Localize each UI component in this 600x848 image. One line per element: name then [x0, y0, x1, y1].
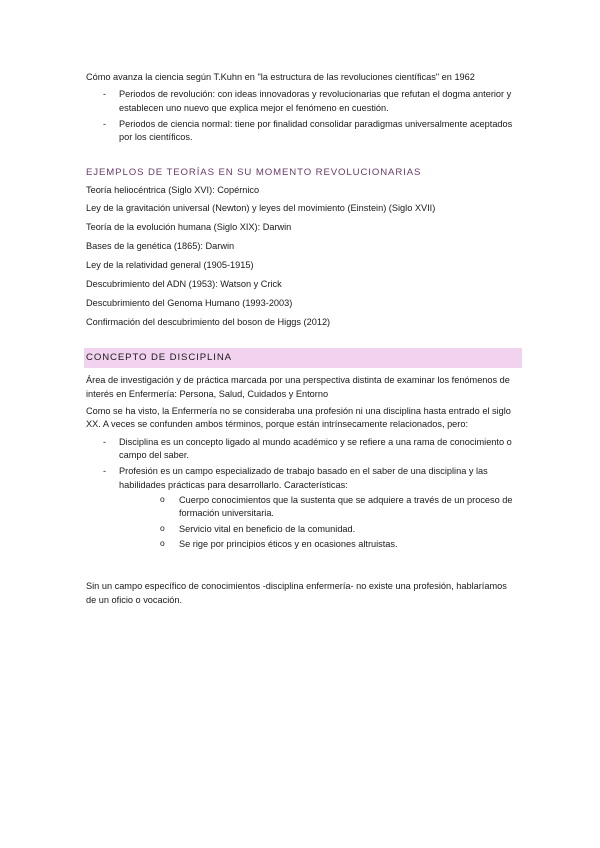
example-item: Ley de la gravitación universal (Newton) y leyes del movimiento (Einstein) (Siglo XVII) [86, 203, 436, 214]
example-item: Descubrimiento del ADN (1953): Watson y Crick [86, 278, 282, 289]
characteristics-list [119, 494, 516, 551]
example-item: Bases de la genética (1865): Darwin [86, 241, 235, 252]
discipline-context: Como se ha visto, la Enfermería no se consideraba una profesión ni una disciplina hasta entrado el siglo XX. A veces se confunden ambos términos, porque están intrínsecamente relacionados, pero: [86, 405, 511, 430]
examples-heading: EJEMPLOS DE TEORÍAS EN SU MOMENTO REVOLUCIONARIAS [86, 166, 422, 178]
list-item: - Periodos de revolución: con ideas innovadoras y revolucionarias que refutan el dogma anterior y establecen uno nuevo que explica mejor el fenómeno en cuestión. [86, 88, 516, 115]
profession-definition: Profesión es un campo especializado de trabajo basado en el saber de una disciplina y las habilidades prácticas para desarrollarlo. Características: [119, 466, 488, 490]
closing-paragraph: Sin un campo específico de conocimientos -disciplina enfermería- no existe una profesión, hablaríamos de un oficio o vocación. [86, 581, 507, 605]
list-item [86, 465, 516, 551]
discipline-profession-list [86, 436, 516, 552]
example-item: Teoría heliocéntrica (Siglo XVI): Copérnico [86, 184, 260, 195]
discipline-definition: Área de investigación y de práctica marcada por una perspectiva distinta de examinar los fenómenos de interés en Enfermería: Persona, Salud, Cuidados y Entorno [86, 375, 510, 399]
list-item: - Periodos de ciencia normal: tiene por finalidad consolidar paradigmas universalmente aceptados por los científicos. [86, 118, 516, 145]
intro-line: Cómo avanza la ciencia según T.Kuhn en "la estructura de las revoluciones científicas" en 1962 [86, 72, 475, 82]
list-item: - Disciplina es un concepto ligado al mundo académico y se refiere a una rama de conocimiento o campo del saber. [86, 436, 516, 463]
list-item: o Servicio vital en beneficio de la comunidad. [159, 523, 516, 536]
example-item: Ley de la relatividad general (1905-1915) [86, 260, 254, 270]
revolution-periods-list [86, 88, 516, 144]
list-item: o Se rige por principios éticos y en ocasiones altruistas. [159, 538, 516, 551]
discipline-heading: CONCEPTO DE DISCIPLINA [84, 348, 522, 368]
document-page [86, 71, 516, 611]
example-item: Confirmación del descubrimiento del boson de Higgs (2012) [86, 316, 331, 327]
list-item: o Cuerpo conocimientos que la sustenta que se adquiere a través de un proceso de formación universitaria. [159, 494, 516, 521]
example-item: Teoría de la evolución humana (Siglo XIX): Darwin [86, 222, 292, 233]
example-item: Descubrimiento del Genoma Humano (1993-2003) [86, 297, 293, 308]
